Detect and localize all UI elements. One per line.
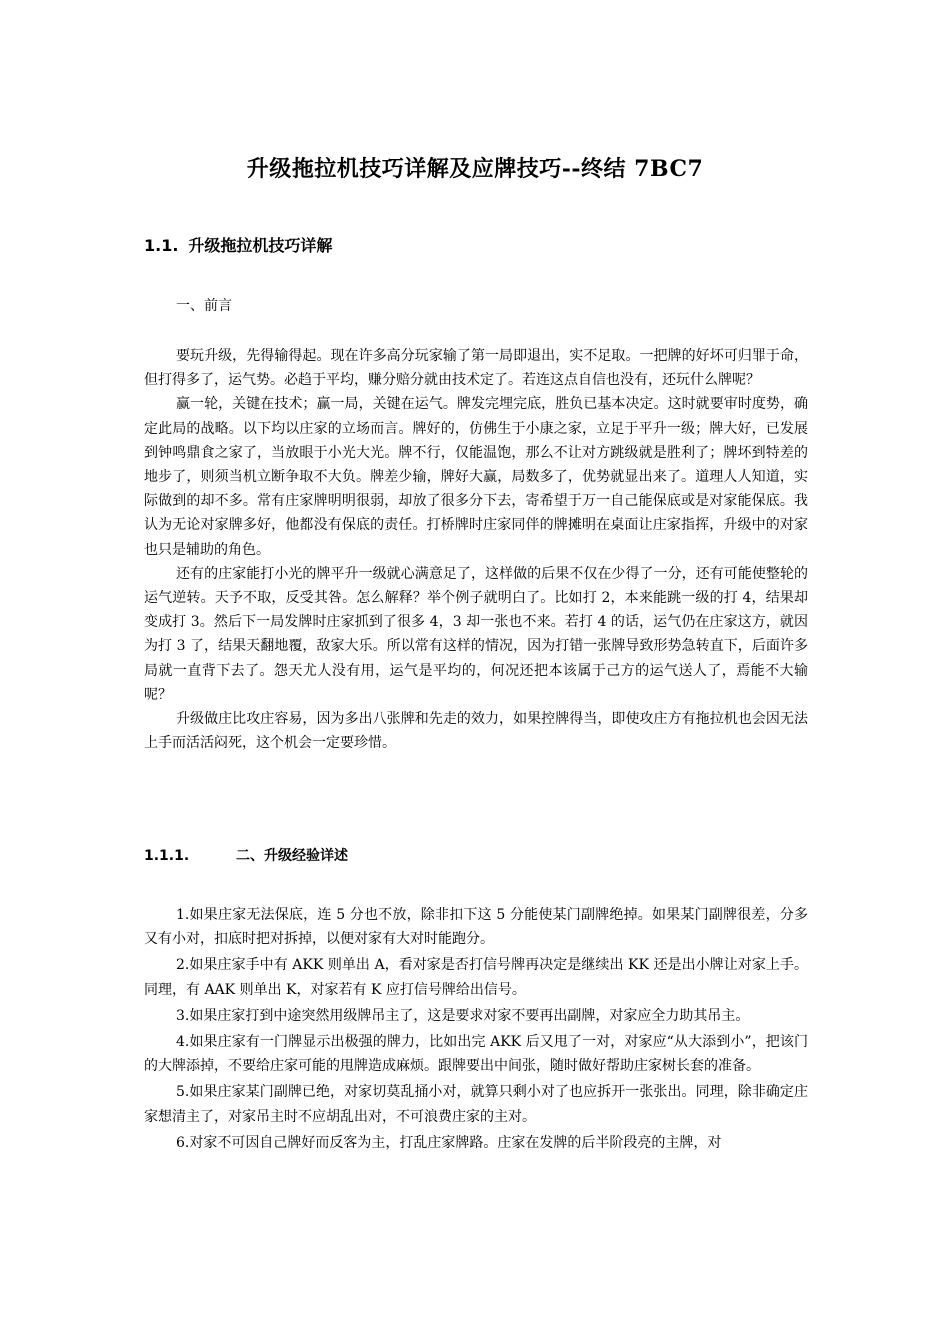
body-section-b [144,903,808,1157]
paragraph: 要玩升级，先得输得起。现在许多高分玩家输了第一局即退出，实不足取。一把牌的好坏可归罪于命，但打得多了，运气势。必趋于平均，赚分赔分就由技术定了。若连这点自信也没有，还玩什么牌呢？ [144,348,808,389]
paragraph: 1.如果庄家无法保底，连 5 分也不放，除非扣下这 5 分能使某门副牌绝掉。如果某门副牌很差，分多又有小对，扣底时把对拆掉，以便对家有大对时能跑分。 [144,907,808,948]
preface-label: 一、前言 [176,298,232,314]
section-heading [144,234,332,258]
body-section-a [144,344,808,755]
paragraph: 5.如果庄家某门副牌已绝，对家切莫乱捅小对，就算只剩小对了也应拆开一张张出。同理，除非确定庄家想清主了，对家吊主时不应胡乱出对，不可浪费庄家的主对。 [144,1084,808,1125]
paragraph: 还有的庄家能打小光的牌平升一级就心满意足了，这样做的后果不仅在少得了一分，还有可能使整轮的运气逆转。天予不取，反受其咎。怎么解释？举个例子就明白了。比如打 2，本来能跳一级的打 4，结果却变成打 3。然后下一局发牌时庄家抓到了很多 4，3 却一张也不来。若打 4 的话，运气仍在庄家这方，就因为打 3 了，结果天翻地覆，敌家大乐。所以常有这样的情况，因为打错一张牌导致形势急转直下，后面许多局就一直背下去了。怨天尤人没有用，运气是平均的，何况还把本该属于己方的运气送人了，焉能不大输呢？ [144,565,808,703]
paragraph: 赢一轮，关键在技术；赢一局，关键在运气。牌发完埋完底，胜负已基本决定。这时就要审时度势，确定此局的战略。以下均以庄家的立场而言。牌好的，仿佛生于小康之家，立足于平升一级；牌大好，已发展到钟鸣鼎食之家了，当放眼于小光大光。牌不行，仅能温饱，那么不让对方跳级就是胜利了；牌坏到特差的地步了，则须当机立断争取不大负。牌差少输，牌好大赢，局数多了，优势就显出来了。道理人人知道，实际做到的却不多。常有庄家牌明明很弱，却放了很多分下去，寄希望于万一自己能保底或是对家能保底。我认为无论对家牌多好，他都没有保底的责任。打桥牌时庄家同伴的牌摊明在桌面让庄家指挥，升级中的对家也只是辅助的角色。 [144,396,808,558]
paragraph: 3.如果庄家打到中途突然用级牌吊主了，这是要求对家不要再出副牌，对家应全力助其吊主。 [176,1007,750,1024]
subsection-heading [144,845,348,867]
subsection-title: 二、升级经验详述 [236,848,348,864]
document-title: 升级拖拉机技巧详解及应牌技巧--终结 7BC7 [246,156,704,182]
paragraph: 4.如果庄家有一门牌显示出极强的牌力，比如出完 AKK 后又甩了一对，对家应“从大添到小”，把该门的大牌添掉，不要给庄家可能的甩牌造成麻烦。跟牌要出中间张，随时做好帮助庄家树长套的准备。 [144,1034,808,1075]
subsection-number: 1.1.1. [144,848,190,864]
paragraph: 升级做庄比攻庄容易，因为多出八张牌和先走的效力，如果控牌得当，即使攻庄方有拖拉机也会因无法上手而活活闷死，这个机会一定要珍惜。 [144,711,808,752]
paragraph: 6.对家不可因自己牌好而反客为主，打乱庄家牌路。庄家在发牌的后半阶段亮的主牌，对 [176,1134,722,1151]
paragraph: 2.如果庄家手中有 AKK 则单出 A，看对家是否打信号牌再决定是继续出 KK 还是出小牌让对家上手。同理，有 AAK 则单出 K，对家若有 K 应打信号牌给出信号。 [144,957,808,998]
section-title: 升级拖拉机技巧详解 [188,236,333,255]
section-number: 1.1. [144,236,179,255]
